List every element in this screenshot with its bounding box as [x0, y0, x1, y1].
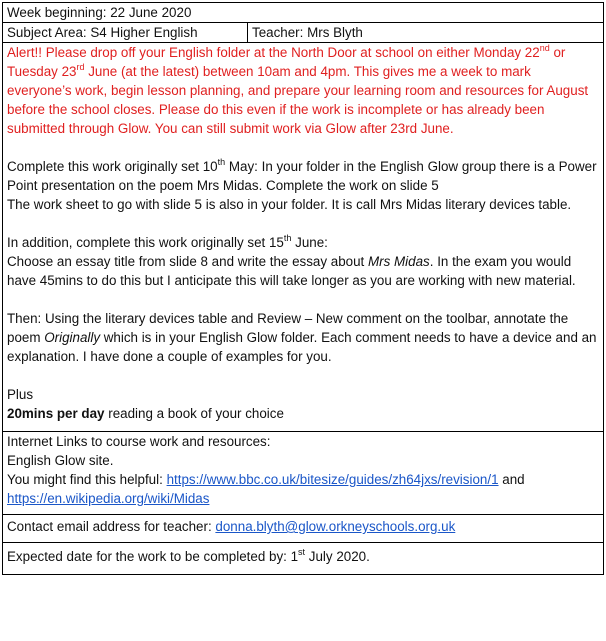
task-additional-heading: In addition, complete this work originally set 15th June:	[7, 232, 328, 250]
contact-row	[3, 515, 604, 543]
week-row	[3, 3, 604, 23]
contact-cell	[3, 515, 604, 543]
instructions-cell	[3, 43, 604, 432]
due-date-cell: Expected date for the work to be completed by: 1st July 2020.	[3, 543, 604, 575]
contact-label: Contact email address for teacher:	[7, 519, 216, 534]
reading-task: 20mins per day reading a book of your choice	[7, 406, 284, 421]
plus-label: Plus	[7, 387, 34, 402]
instructions-row	[3, 43, 604, 432]
week-beginning: Week beginning: 22 June 2020	[3, 3, 604, 23]
alert-text: Alert!! Please drop off your English folder at the North Door at school on either Monday 22nd or Tuesday 23rd June (at the latest) between 10am and 4pm. This gives me a week to mark everyone’s work, begin lesson planning, and prepare your learning room and resources for August before the school closes. Please do this even if the work is incomplete or has already been submitted through Glow. You can still submit work via Glow after 23rd June.	[7, 42, 589, 136]
teacher-email-link[interactable]: donna.blyth@glow.orkneyschools.org.uk	[215, 519, 456, 534]
links-row	[3, 432, 604, 515]
lesson-plan-table	[2, 2, 604, 575]
task-essay: Choose an essay title from slide 8 and write the essay about Mrs Midas. In the exam you would have 45mins to do this but I anticipate this will take longer as you are working with new material.	[7, 254, 576, 288]
glow-site-text: English Glow site.	[7, 453, 114, 468]
bbc-bitesize-link[interactable]: https://www.bbc.co.uk/bitesize/guides/zh64jxs/revision/1	[166, 472, 499, 487]
task-slide5: Complete this work originally set 10th May: In your folder in the English Glow group there is a Power Point presentation on the poem Mrs Midas. Complete the work on slide 5	[7, 156, 597, 193]
helpful-links: You might find this helpful: https://www.bbc.co.uk/bitesize/guides/zh64jxs/revision/1 and	[7, 472, 525, 487]
task-worksheet: The work sheet to go with slide 5 is also in your folder. It is call Mrs Midas literary devices table.	[7, 197, 572, 212]
wikipedia-midas-link[interactable]: https://en.wikipedia.org/wiki/Midas	[7, 491, 210, 506]
due-date-row	[3, 543, 604, 575]
teacher-name: Teacher: Mrs Blyth	[248, 23, 604, 43]
links-title: Internet Links to course work and resources:	[7, 434, 271, 449]
subject-area: Subject Area: S4 Higher English	[3, 23, 248, 43]
task-annotate: Then: Using the literary devices table and Review – New comment on the toolbar, annotate the poem Originally which is in your English Glow folder. Each comment needs to have a device and an explanation. I have done a couple of examples for you.	[7, 311, 597, 364]
links-cell	[3, 432, 604, 515]
subject-row	[3, 23, 604, 43]
